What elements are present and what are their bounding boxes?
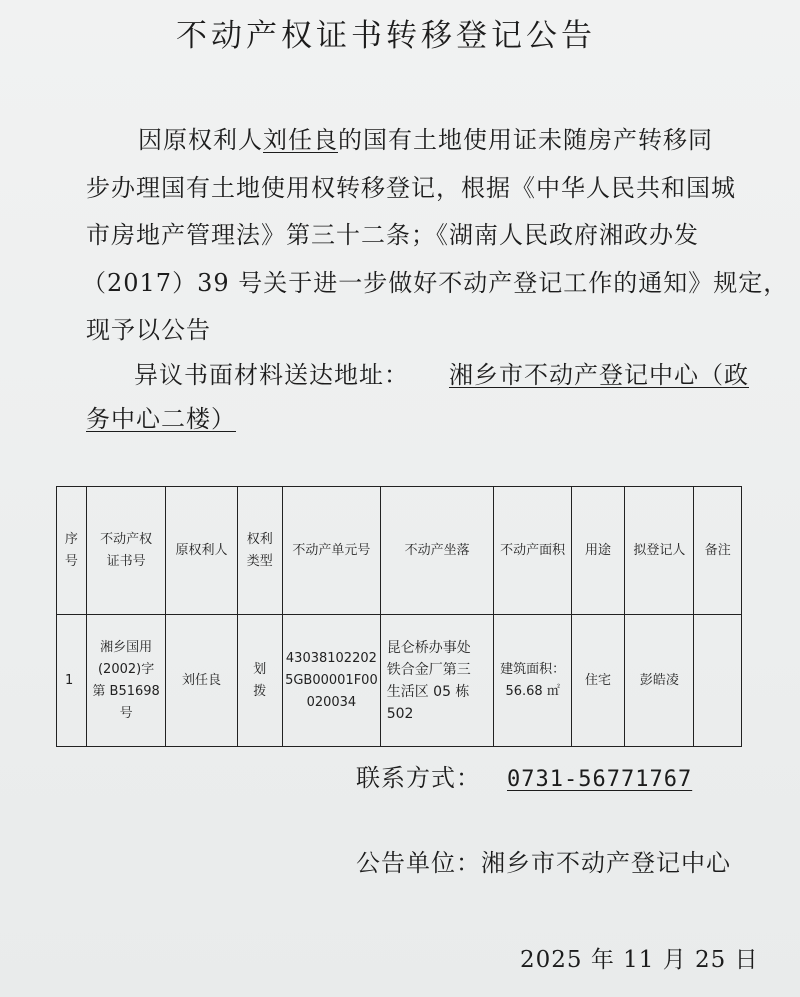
issue-date: 2025 年 11 月 25 日 — [520, 947, 759, 973]
issuer-value: 湘乡市不动产登记中心 — [481, 849, 731, 877]
body-line-5: 现予以公告 — [86, 316, 211, 344]
header-usage: 用途 — [571, 487, 624, 615]
cell-cert-no — [86, 615, 166, 747]
header-cert-no — [86, 487, 166, 615]
issuer-label: 公告单位： — [356, 849, 481, 877]
cell-seq: 1 — [57, 615, 87, 747]
issuer-line — [356, 843, 731, 878]
body-line-2: 步办理国有土地使用权转移登记，根据《中华人民共和国城 — [86, 174, 736, 202]
cell-area-line-2: 56.68 ㎡ — [505, 683, 560, 699]
header-unit-no: 不动产单元号 — [283, 487, 381, 615]
registration-table — [56, 486, 742, 747]
cell-original-owner: 刘任良 — [166, 615, 237, 747]
cell-remark — [694, 615, 742, 747]
header-area: 不动产面积 — [494, 487, 571, 615]
header-right-type-line-1: 权利 — [246, 531, 273, 547]
cell-area — [494, 615, 571, 747]
address-value-2: 务中心二楼） — [86, 405, 236, 433]
contact-value: 0731-56771767 — [507, 767, 693, 792]
header-right-type — [237, 487, 283, 615]
cell-right-type — [237, 615, 283, 747]
cell-location-line-1: 昆仑桥办事处 — [386, 639, 471, 656]
header-new-owner: 拟登记人 — [625, 487, 694, 615]
header-cert-no-line-1: 不动产权 — [100, 531, 153, 547]
cell-right-type-line-1: 划 — [253, 661, 267, 677]
cell-unit-no-line-1: 43038102202 — [285, 650, 377, 666]
cell-unit-no-line-3: 020034 — [306, 694, 357, 710]
body-line-3: 市房地产管理法》第三十二条；《湖南人民政府湘政办发 — [86, 221, 699, 249]
header-original-owner: 原权利人 — [166, 487, 237, 615]
owner-name: 刘任良 — [263, 126, 338, 154]
body-line-4: （2017）39 号关于进一步做好不动产登记工作的通知》规定， — [82, 269, 789, 297]
header-cert-no-line-2: 证书号 — [106, 553, 146, 569]
body-line-1-suffix: 的国有土地使用证未随房产转移同 — [338, 126, 713, 154]
cell-cert-no-line-2: (2002)字 — [97, 661, 155, 677]
cell-location — [380, 615, 494, 747]
address-line-2 — [86, 404, 264, 434]
document-title: 不动产权证书转移登记公告 — [176, 18, 596, 54]
body-line-1 — [138, 125, 713, 155]
address-value-1: 湘乡市不动产登记中心（政 — [449, 361, 749, 389]
cell-unit-no — [283, 615, 381, 747]
cell-cert-no-line-4: 号 — [119, 705, 133, 721]
cell-cert-no-line-1: 湘乡国用 — [100, 639, 153, 655]
cell-location-line-2: 铁合金厂第三 — [386, 661, 471, 678]
header-remark: 备注 — [694, 487, 742, 615]
cell-new-owner: 彭皓凌 — [625, 615, 694, 747]
header-location: 不动产坐落 — [380, 487, 494, 615]
body-line-1-prefix: 因原权利人 — [138, 126, 263, 154]
address-line — [134, 360, 749, 390]
cell-location-line-4: 502 — [386, 705, 414, 722]
cell-area-line-1: 建筑面积： — [500, 661, 566, 677]
header-right-type-line-2: 类型 — [246, 553, 273, 569]
header-seq: 序号 — [57, 487, 87, 615]
contact-label: 联系方式： — [356, 764, 481, 792]
cell-right-type-line-2: 拨 — [253, 683, 267, 699]
cell-location-line-3: 生活区 05 栋 — [386, 683, 470, 700]
table-header-row — [57, 487, 742, 615]
table-row — [57, 615, 742, 747]
cell-usage: 住宅 — [571, 615, 624, 747]
cell-unit-no-line-2: 5GB00001F00 — [285, 672, 378, 688]
cell-cert-no-line-3: 第 B51698 — [92, 683, 160, 699]
contact-line — [356, 758, 706, 793]
address-label: 异议书面材料送达地址： — [134, 361, 409, 389]
